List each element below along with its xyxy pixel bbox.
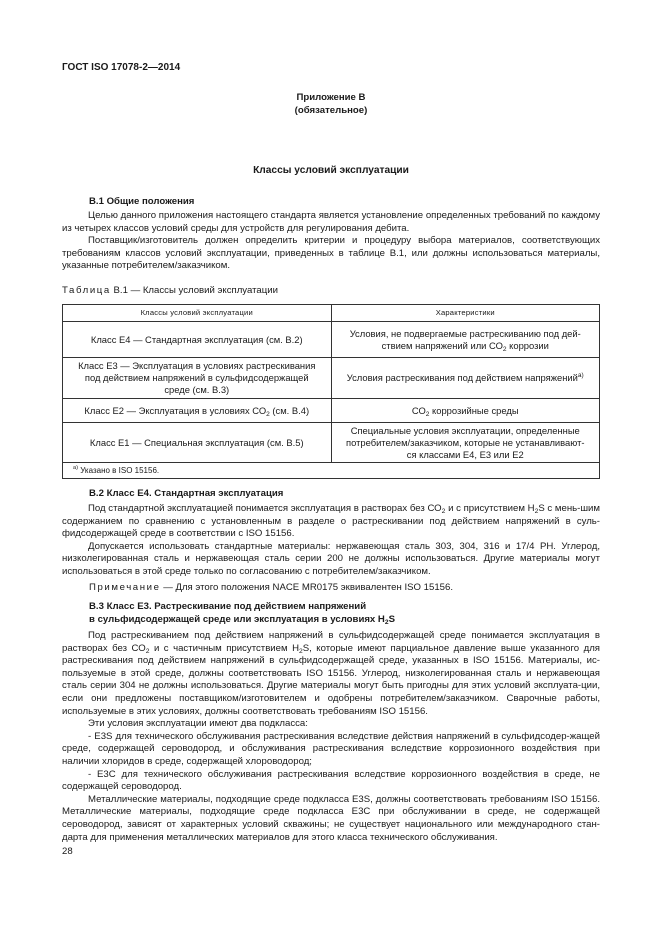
- paragraph: Под растрескиванием под действием напряжений в сульфидсодержащей среде понимается эксплуатация в растворах без $СО_2$ и с частичным присутствием $H_2S$, которые имеют парциальное давление выше указанного для растрескивания под действием напряжений в сульфидсодержащей среде, указанных в ISO 15156. Материалы, ис-пользуемые в этой среде, должны соответствовать ISO 15156. Углерод, низколегированная сталь и нержавеющая сталь серии 304 не должны использоваться. Другие материалы могут быть пригодны для этих условий эксплуата-ции, если они предложены поставщиком/изготовителем и одобрены потребителем/заказчиком. Сварочные работы, используемые в этих условиях, должны соответствовать требованиям ISO 15156.: [62, 630, 600, 717]
- note: [89, 582, 453, 595]
- paragraph: Поставщик/изготовитель должен определить критерии и процедуру выбора материалов, соответствующих требованиям классов условий эксплуатации, приведенных в таблице В.1, или должны использоваться материалы, указанные потребителем/заказчиком.: [62, 235, 600, 272]
- section-b3-body: [62, 630, 600, 844]
- note-text: — Для этого положения NACE MR0175 эквивалентен ISO 15156.: [160, 582, 454, 593]
- section-b1-body: [62, 210, 600, 273]
- table-cell: Класс Е3 — Эксплуатация в условиях растрескивания под действием напряжений в сульфидсодержащей среде (см. В.3): [63, 358, 332, 399]
- paragraph: Допускается использовать стандартные материалы: нержавеющая сталь 303, 304, 316 и 17/4 PH. Углерод, низколегированная сталь и нержавеющая сталь серии 200 не должны использоваться. Другие материалы могут использоваться в этой среде только по согласованию с потребителем/заказчиком.: [62, 540, 600, 577]
- section-b2-title: В.2 Класс Е4. Стандартная эксплуатация: [89, 488, 284, 499]
- table-cell: Класс Е1 — Специальная эксплуатация (см. В.5): [63, 423, 332, 463]
- table-cell: Класс Е4 — Стандартная эксплуатация (см. В.2): [63, 322, 332, 358]
- section-b1-title: В.1 Общие положения: [89, 196, 195, 207]
- conditions-table: [62, 304, 600, 479]
- column-header: Классы условий эксплуатации: [63, 305, 332, 322]
- table-footnote-row: [63, 463, 600, 479]
- table-cell: Специальные условия эксплуатации, определенные потребителем/заказчиком, которые не устанавливают- ся классами Е4, Е3 или Е2: [331, 423, 600, 463]
- section-b2-body: [62, 503, 600, 579]
- table-row: [63, 423, 600, 463]
- table-cell: Класс Е2 — Эксплуатация в условиях $СО_2$ (см. В.4): [63, 399, 332, 423]
- table-header-row: [63, 305, 600, 322]
- table-row: [63, 322, 600, 358]
- page-number: 28: [62, 846, 73, 857]
- table-cell: Условия, не подвергаемые растрескиванию под дей- ствием напряжений или $СО_2$ коррозии: [331, 322, 600, 358]
- table-row: [63, 399, 600, 423]
- column-header: Характеристики: [331, 305, 600, 322]
- page-heading: Классы условий эксплуатации: [253, 165, 409, 176]
- note-label: Примечание: [89, 582, 161, 593]
- table-cell: Условия растрескивания под действием напряжений$^{а)}$: [331, 358, 600, 399]
- table-caption-prefix: Таблица: [62, 285, 111, 296]
- section-b3-title: В.3 Класс Е3. Растрескивание под действием напряжений в сульфидсодержащей среде или эксплуатация в условиях $H_2S$: [89, 601, 396, 626]
- table-footnote: $^{а)}$ Указано в ISO 15156.: [63, 463, 600, 479]
- table-row: [63, 358, 600, 399]
- appendix-title: Приложение В: [296, 92, 366, 103]
- list-item: - Е3S для технического обслуживания растрескивания вследствие действия напряжений в сульфидсодер-жащей среде, содержащей сероводород, и обслуживания растрескивания вследствие коррозионного воздействия при наличии хлоридов в среде, содержащей хлороводород;: [62, 730, 600, 767]
- document-code: ГОСТ ISO 17078-2—2014: [62, 62, 181, 73]
- table-caption: [62, 285, 278, 298]
- paragraph: Металлические материалы, подходящие среде подкласса Е3S, должны соответствовать требованиям ISO 15156. Металлические материалы, подходящие среде подкласса Е3С при обслуживании в среде, не содержащей сероводород, зависят от характерных условий скважины; не существует национального или международного стан-дарта для применения металлических материалов для этого класса технического обслуживания.: [62, 793, 600, 843]
- appendix-subtitle: (обязательное): [294, 105, 368, 116]
- list-item: - Е3С для технического обслуживания растрескивания вследствие коррозионного воздействия в среде, не содержащей сероводород.: [62, 768, 600, 793]
- paragraph: Эти условия эксплуатации имеют два подкласса:: [88, 718, 308, 730]
- table-caption-text: В.1 — Классы условий эксплуатации: [113, 285, 278, 296]
- paragraph: Целью данного приложения настоящего стандарта является установление определенных требований по каждому из четырех классов условий среды для устройств для регулирования дебита.: [62, 210, 600, 234]
- table-cell: $СО_2$ коррозийные среды: [331, 399, 600, 423]
- paragraph: Под стандартной эксплуатацией понимается эксплуатация в растворах без $СО_2$ и с присутствием $H_2S$ с мень-шим содержанием по сравнению с установленным в разделе о растрескивании под действием напряжений в суль-фидсодержащей среде в соответствии с ISO 15156.: [62, 503, 600, 540]
